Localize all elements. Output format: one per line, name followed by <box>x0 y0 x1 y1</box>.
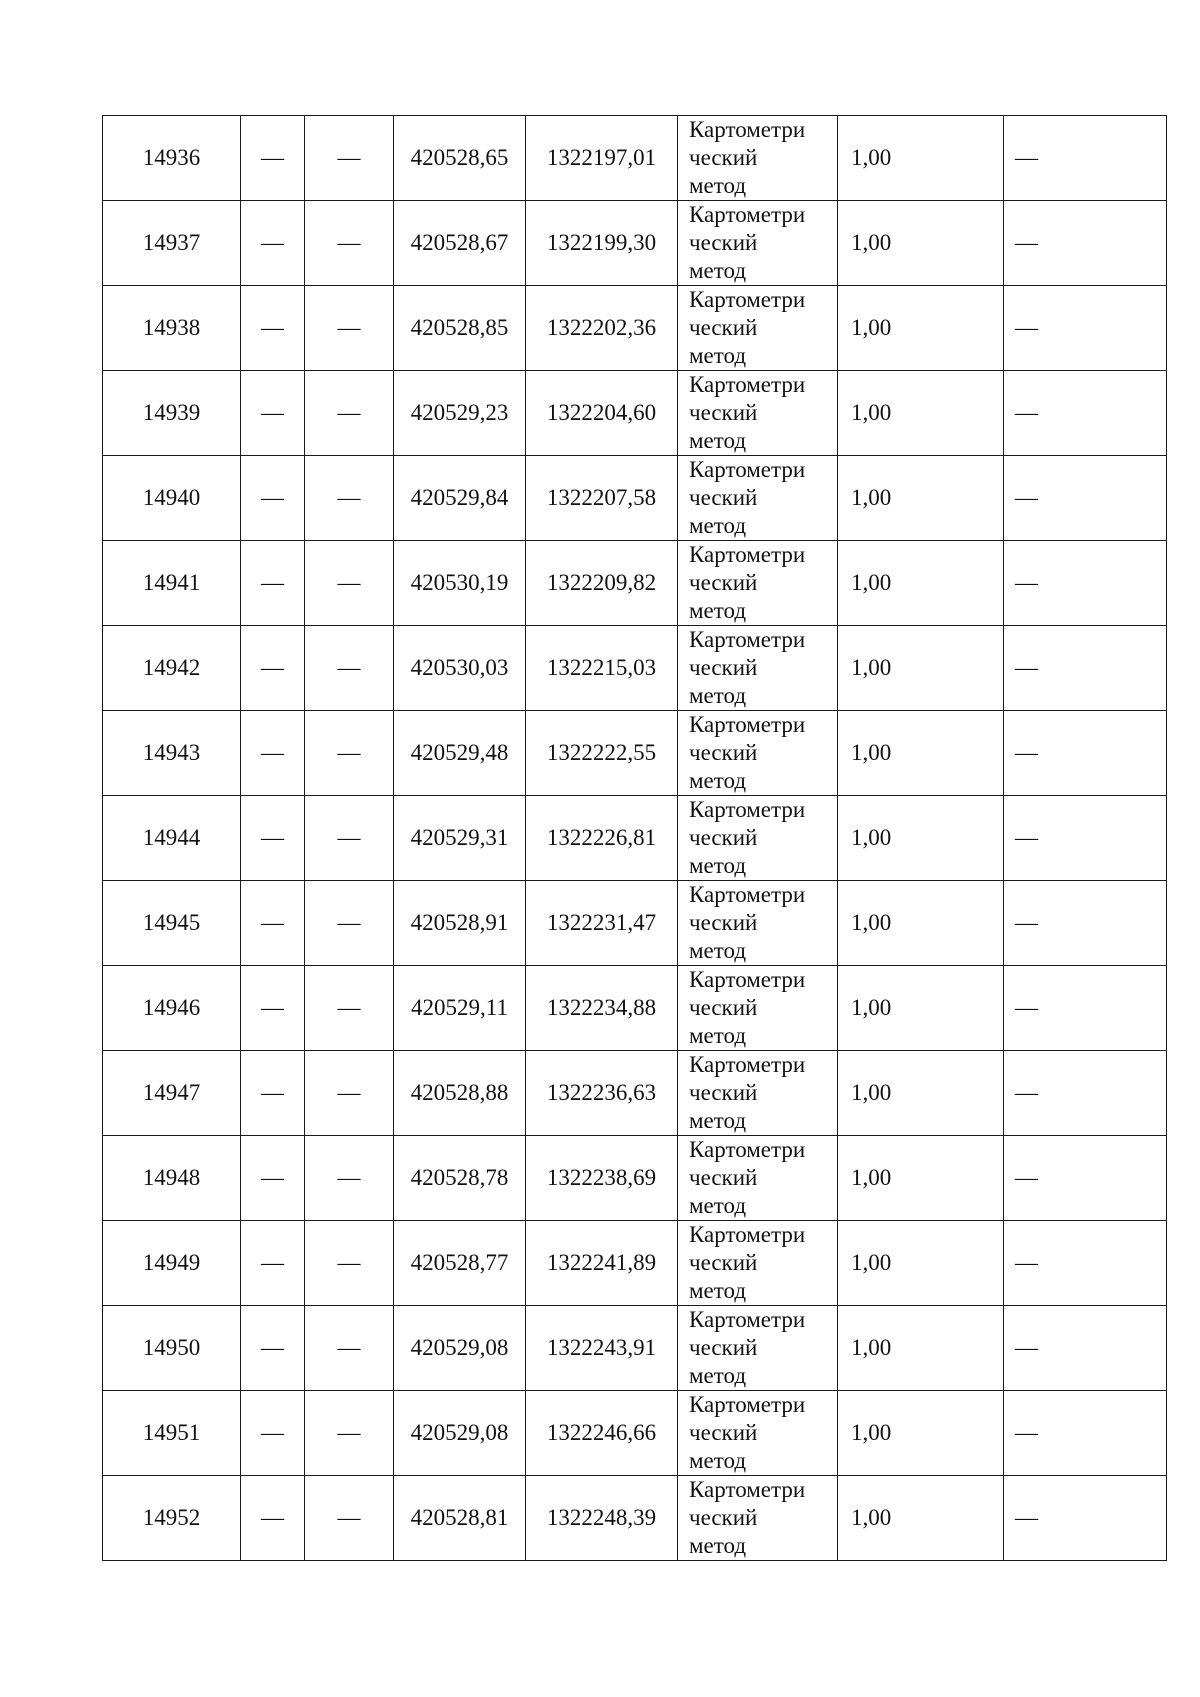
method-text-line: ческий <box>689 570 758 595</box>
empty-dash-cell: — <box>305 456 394 541</box>
table-row <box>103 201 1167 286</box>
empty-dash-cell: — <box>1004 796 1167 881</box>
empty-dash-cell: — <box>305 371 394 456</box>
table-row <box>103 711 1167 796</box>
x-coordinate-cell: 420529,11 <box>394 966 526 1051</box>
empty-dash-cell: — <box>305 541 394 626</box>
empty-dash-cell: — <box>305 966 394 1051</box>
method-text-line: метод <box>689 343 747 368</box>
empty-dash-cell: — <box>305 116 394 201</box>
table-row <box>103 116 1167 201</box>
method-text-line: метод <box>689 1278 747 1303</box>
method-text-line: метод <box>689 853 747 878</box>
accuracy-cell: 1,00 <box>838 626 1004 711</box>
empty-dash-cell: — <box>305 1136 394 1221</box>
point-number-cell: 14939 <box>103 371 241 456</box>
y-coordinate-cell: 1322199,30 <box>526 201 678 286</box>
method-cell <box>678 1051 838 1136</box>
empty-dash-cell: — <box>241 881 305 966</box>
method-text-line: ческий <box>689 145 758 170</box>
method-text-line: ческий <box>689 995 758 1020</box>
empty-dash-cell: — <box>1004 1221 1167 1306</box>
empty-dash-cell: — <box>1004 1306 1167 1391</box>
table-row <box>103 626 1167 711</box>
method-text-line: Картометри <box>689 372 806 397</box>
x-coordinate-cell: 420530,19 <box>394 541 526 626</box>
accuracy-cell: 1,00 <box>838 1391 1004 1476</box>
x-coordinate-cell: 420529,08 <box>394 1306 526 1391</box>
y-coordinate-cell: 1322204,60 <box>526 371 678 456</box>
y-coordinate-cell: 1322226,81 <box>526 796 678 881</box>
empty-dash-cell: — <box>305 201 394 286</box>
table-row <box>103 1476 1167 1561</box>
empty-dash-cell: — <box>241 626 305 711</box>
x-coordinate-cell: 420528,65 <box>394 116 526 201</box>
coordinates-table-body <box>103 116 1167 1561</box>
point-number-cell: 14941 <box>103 541 241 626</box>
method-text-line: метод <box>689 1023 747 1048</box>
method-cell <box>678 966 838 1051</box>
method-text-line: метод <box>689 173 747 198</box>
empty-dash-cell: — <box>1004 1136 1167 1221</box>
method-text-line: ческий <box>689 910 758 935</box>
method-text-line: ческий <box>689 230 758 255</box>
empty-dash-cell: — <box>241 711 305 796</box>
empty-dash-cell: — <box>1004 711 1167 796</box>
table-row <box>103 1051 1167 1136</box>
x-coordinate-cell: 420528,91 <box>394 881 526 966</box>
y-coordinate-cell: 1322209,82 <box>526 541 678 626</box>
empty-dash-cell: — <box>241 371 305 456</box>
empty-dash-cell: — <box>305 1476 394 1561</box>
empty-dash-cell: — <box>1004 1051 1167 1136</box>
empty-dash-cell: — <box>241 201 305 286</box>
empty-dash-cell: — <box>241 796 305 881</box>
method-cell <box>678 881 838 966</box>
method-text-line: Картометри <box>689 627 806 652</box>
y-coordinate-cell: 1322236,63 <box>526 1051 678 1136</box>
point-number-cell: 14936 <box>103 116 241 201</box>
point-number-cell: 14937 <box>103 201 241 286</box>
point-number-cell: 14945 <box>103 881 241 966</box>
method-text-line: Картометри <box>689 882 806 907</box>
table-row <box>103 371 1167 456</box>
method-text-line: ческий <box>689 485 758 510</box>
method-cell <box>678 1391 838 1476</box>
method-cell <box>678 1476 838 1561</box>
method-cell <box>678 796 838 881</box>
method-cell <box>678 286 838 371</box>
empty-dash-cell: — <box>241 1136 305 1221</box>
table-row <box>103 1391 1167 1476</box>
empty-dash-cell: — <box>1004 881 1167 966</box>
empty-dash-cell: — <box>1004 1391 1167 1476</box>
accuracy-cell: 1,00 <box>838 371 1004 456</box>
empty-dash-cell: — <box>305 626 394 711</box>
method-text-line: ческий <box>689 400 758 425</box>
empty-dash-cell: — <box>305 796 394 881</box>
y-coordinate-cell: 1322238,69 <box>526 1136 678 1221</box>
y-coordinate-cell: 1322231,47 <box>526 881 678 966</box>
table-row <box>103 796 1167 881</box>
method-text-line: метод <box>689 1448 747 1473</box>
method-text-line: Картометри <box>689 1477 806 1502</box>
y-coordinate-cell: 1322243,91 <box>526 1306 678 1391</box>
method-text-line: ческий <box>689 655 758 680</box>
method-cell <box>678 201 838 286</box>
empty-dash-cell: — <box>241 1391 305 1476</box>
accuracy-cell: 1,00 <box>838 201 1004 286</box>
empty-dash-cell: — <box>241 1306 305 1391</box>
empty-dash-cell: — <box>305 1306 394 1391</box>
x-coordinate-cell: 420528,77 <box>394 1221 526 1306</box>
point-number-cell: 14949 <box>103 1221 241 1306</box>
x-coordinate-cell: 420528,78 <box>394 1136 526 1221</box>
accuracy-cell: 1,00 <box>838 1136 1004 1221</box>
empty-dash-cell: — <box>305 1051 394 1136</box>
method-text-line: ческий <box>689 1165 758 1190</box>
x-coordinate-cell: 420529,48 <box>394 711 526 796</box>
empty-dash-cell: — <box>1004 456 1167 541</box>
point-number-cell: 14942 <box>103 626 241 711</box>
point-number-cell: 14947 <box>103 1051 241 1136</box>
empty-dash-cell: — <box>1004 371 1167 456</box>
empty-dash-cell: — <box>241 1051 305 1136</box>
empty-dash-cell: — <box>1004 201 1167 286</box>
method-text-line: Картометри <box>689 797 806 822</box>
y-coordinate-cell: 1322215,03 <box>526 626 678 711</box>
x-coordinate-cell: 420528,85 <box>394 286 526 371</box>
x-coordinate-cell: 420529,08 <box>394 1391 526 1476</box>
x-coordinate-cell: 420529,31 <box>394 796 526 881</box>
accuracy-cell: 1,00 <box>838 116 1004 201</box>
empty-dash-cell: — <box>241 541 305 626</box>
accuracy-cell: 1,00 <box>838 1051 1004 1136</box>
method-text-line: метод <box>689 1193 747 1218</box>
empty-dash-cell: — <box>305 286 394 371</box>
accuracy-cell: 1,00 <box>838 966 1004 1051</box>
y-coordinate-cell: 1322241,89 <box>526 1221 678 1306</box>
point-number-cell: 14950 <box>103 1306 241 1391</box>
method-text-line: метод <box>689 768 747 793</box>
y-coordinate-cell: 1322197,01 <box>526 116 678 201</box>
accuracy-cell: 1,00 <box>838 881 1004 966</box>
empty-dash-cell: — <box>305 881 394 966</box>
point-number-cell: 14943 <box>103 711 241 796</box>
accuracy-cell: 1,00 <box>838 711 1004 796</box>
method-text-line: ческий <box>689 1335 758 1360</box>
method-text-line: метод <box>689 258 747 283</box>
accuracy-cell: 1,00 <box>838 1476 1004 1561</box>
method-text-line: Картометри <box>689 202 806 227</box>
x-coordinate-cell: 420528,67 <box>394 201 526 286</box>
method-text-line: ческий <box>689 1080 758 1105</box>
accuracy-cell: 1,00 <box>838 1306 1004 1391</box>
method-text-line: метод <box>689 938 747 963</box>
table-row <box>103 456 1167 541</box>
empty-dash-cell: — <box>305 711 394 796</box>
point-number-cell: 14946 <box>103 966 241 1051</box>
method-text-line: ческий <box>689 315 758 340</box>
y-coordinate-cell: 1322246,66 <box>526 1391 678 1476</box>
empty-dash-cell: — <box>241 1476 305 1561</box>
method-cell <box>678 711 838 796</box>
empty-dash-cell: — <box>1004 541 1167 626</box>
table-row <box>103 1306 1167 1391</box>
accuracy-cell: 1,00 <box>838 796 1004 881</box>
method-text-line: Картометри <box>689 457 806 482</box>
accuracy-cell: 1,00 <box>838 456 1004 541</box>
empty-dash-cell: — <box>1004 116 1167 201</box>
point-number-cell: 14938 <box>103 286 241 371</box>
method-text-line: Картометри <box>689 1052 806 1077</box>
method-text-line: Картометри <box>689 967 806 992</box>
empty-dash-cell: — <box>241 286 305 371</box>
table-row <box>103 286 1167 371</box>
method-text-line: метод <box>689 598 747 623</box>
method-cell <box>678 541 838 626</box>
accuracy-cell: 1,00 <box>838 1221 1004 1306</box>
method-cell <box>678 1136 838 1221</box>
y-coordinate-cell: 1322222,55 <box>526 711 678 796</box>
x-coordinate-cell: 420528,81 <box>394 1476 526 1561</box>
method-text-line: Картометри <box>689 1392 806 1417</box>
point-number-cell: 14944 <box>103 796 241 881</box>
x-coordinate-cell: 420528,88 <box>394 1051 526 1136</box>
table-row <box>103 1221 1167 1306</box>
method-text-line: ческий <box>689 740 758 765</box>
x-coordinate-cell: 420530,03 <box>394 626 526 711</box>
point-number-cell: 14940 <box>103 456 241 541</box>
empty-dash-cell: — <box>305 1391 394 1476</box>
y-coordinate-cell: 1322234,88 <box>526 966 678 1051</box>
method-cell <box>678 371 838 456</box>
method-text-line: ческий <box>689 825 758 850</box>
point-number-cell: 14952 <box>103 1476 241 1561</box>
table-row <box>103 966 1167 1051</box>
y-coordinate-cell: 1322207,58 <box>526 456 678 541</box>
method-text-line: Картометри <box>689 1222 806 1247</box>
y-coordinate-cell: 1322202,36 <box>526 286 678 371</box>
y-coordinate-cell: 1322248,39 <box>526 1476 678 1561</box>
coordinates-table <box>102 115 1167 1561</box>
empty-dash-cell: — <box>1004 626 1167 711</box>
point-number-cell: 14948 <box>103 1136 241 1221</box>
method-cell <box>678 456 838 541</box>
method-cell <box>678 626 838 711</box>
empty-dash-cell: — <box>305 1221 394 1306</box>
method-text-line: Картометри <box>689 1137 806 1162</box>
method-text-line: Картометри <box>689 712 806 737</box>
method-text-line: метод <box>689 1363 747 1388</box>
method-text-line: метод <box>689 1533 747 1558</box>
method-text-line: ческий <box>689 1250 758 1275</box>
method-text-line: Картометри <box>689 542 806 567</box>
empty-dash-cell: — <box>1004 1476 1167 1561</box>
method-text-line: Картометри <box>689 287 806 312</box>
point-number-cell: 14951 <box>103 1391 241 1476</box>
method-text-line: метод <box>689 1108 747 1133</box>
x-coordinate-cell: 420529,84 <box>394 456 526 541</box>
table-row <box>103 541 1167 626</box>
method-text-line: ческий <box>689 1420 758 1445</box>
empty-dash-cell: — <box>241 116 305 201</box>
empty-dash-cell: — <box>1004 286 1167 371</box>
accuracy-cell: 1,00 <box>838 541 1004 626</box>
accuracy-cell: 1,00 <box>838 286 1004 371</box>
method-text-line: Картометри <box>689 1307 806 1332</box>
empty-dash-cell: — <box>241 1221 305 1306</box>
x-coordinate-cell: 420529,23 <box>394 371 526 456</box>
method-cell <box>678 1221 838 1306</box>
method-cell <box>678 1306 838 1391</box>
method-text-line: метод <box>689 513 747 538</box>
empty-dash-cell: — <box>241 456 305 541</box>
empty-dash-cell: — <box>1004 966 1167 1051</box>
method-cell <box>678 116 838 201</box>
empty-dash-cell: — <box>241 966 305 1051</box>
method-text-line: метод <box>689 683 747 708</box>
method-text-line: Картометри <box>689 117 806 142</box>
table-row <box>103 1136 1167 1221</box>
method-text-line: метод <box>689 428 747 453</box>
table-row <box>103 881 1167 966</box>
method-text-line: ческий <box>689 1505 758 1530</box>
